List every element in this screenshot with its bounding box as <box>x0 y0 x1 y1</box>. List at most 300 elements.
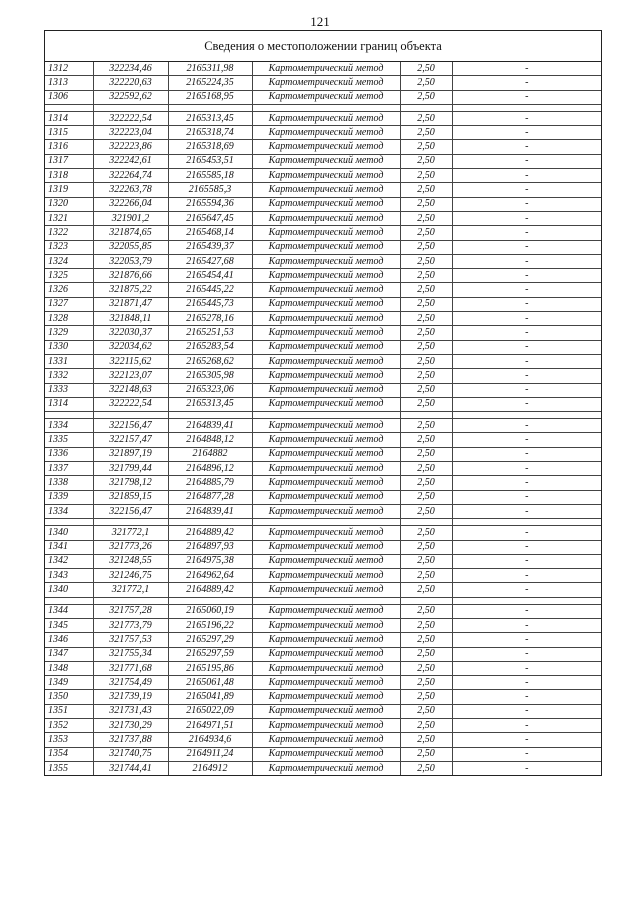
method-cell: Картометрический метод <box>252 211 400 225</box>
accuracy-cell: 2,50 <box>400 690 452 704</box>
note-cell: - <box>452 62 601 76</box>
method-cell: Картометрический метод <box>252 326 400 340</box>
x-coordinate-cell: 321874,65 <box>93 226 168 240</box>
y-coordinate-cell: 2164889,42 <box>168 583 252 597</box>
accuracy-cell: 2,50 <box>400 326 452 340</box>
method-cell: Картометрический метод <box>252 618 400 632</box>
method-cell: Картометрический метод <box>252 583 400 597</box>
accuracy-cell: 2,50 <box>400 419 452 433</box>
accuracy-cell: 2,50 <box>400 154 452 168</box>
x-coordinate-cell: 322222,54 <box>93 111 168 125</box>
accuracy-cell: 2,50 <box>400 90 452 104</box>
y-coordinate-cell: 2164848,12 <box>168 433 252 447</box>
table-row <box>45 661 601 675</box>
table-row <box>45 383 601 397</box>
accuracy-cell: 2,50 <box>400 211 452 225</box>
point-number-cell: 1343 <box>45 569 93 583</box>
y-coordinate-cell: 2165278,16 <box>168 312 252 326</box>
accuracy-cell: 2,50 <box>400 540 452 554</box>
point-number-cell: 1314 <box>45 397 93 411</box>
y-coordinate-cell: 2164971,51 <box>168 719 252 733</box>
y-coordinate-cell: 2165594,36 <box>168 197 252 211</box>
point-number-cell: 1324 <box>45 254 93 268</box>
table-row <box>45 326 601 340</box>
method-cell: Картометрический метод <box>252 76 400 90</box>
point-number-cell: 1344 <box>45 604 93 618</box>
y-coordinate-cell: 2165318,69 <box>168 140 252 154</box>
separator-cell <box>400 597 452 604</box>
y-coordinate-cell: 2164897,93 <box>168 540 252 554</box>
accuracy-cell: 2,50 <box>400 633 452 647</box>
note-cell: - <box>452 140 601 154</box>
point-number-cell: 1319 <box>45 183 93 197</box>
note-cell: - <box>452 397 601 411</box>
note-cell: - <box>452 462 601 476</box>
note-cell: - <box>452 240 601 254</box>
x-coordinate-cell: 322234,46 <box>93 62 168 76</box>
table-row <box>45 647 601 661</box>
accuracy-cell: 2,50 <box>400 661 452 675</box>
y-coordinate-cell: 2164839,41 <box>168 504 252 518</box>
point-number-cell: 1339 <box>45 490 93 504</box>
point-number-cell: 1328 <box>45 312 93 326</box>
point-number-cell: 1317 <box>45 154 93 168</box>
x-coordinate-cell: 321755,34 <box>93 647 168 661</box>
x-coordinate-cell: 322123,07 <box>93 369 168 383</box>
table-row <box>45 704 601 718</box>
point-number-cell: 1314 <box>45 111 93 125</box>
accuracy-cell: 2,50 <box>400 526 452 540</box>
separator-cell <box>452 412 601 419</box>
method-cell: Картометрический метод <box>252 340 400 354</box>
accuracy-cell: 2,50 <box>400 312 452 326</box>
y-coordinate-cell: 2165318,74 <box>168 126 252 140</box>
separator-cell <box>252 104 400 111</box>
method-cell: Картометрический метод <box>252 462 400 476</box>
method-cell: Картометрический метод <box>252 554 400 568</box>
method-cell: Картометрический метод <box>252 283 400 297</box>
note-cell: - <box>452 154 601 168</box>
y-coordinate-cell: 2165041,89 <box>168 690 252 704</box>
point-number-cell: 1352 <box>45 719 93 733</box>
y-coordinate-cell: 2165468,14 <box>168 226 252 240</box>
accuracy-cell: 2,50 <box>400 733 452 747</box>
y-coordinate-cell: 2165311,98 <box>168 62 252 76</box>
x-coordinate-cell: 321739,19 <box>93 690 168 704</box>
note-cell: - <box>452 747 601 761</box>
accuracy-cell: 2,50 <box>400 554 452 568</box>
x-coordinate-cell: 322266,04 <box>93 197 168 211</box>
point-number-cell: 1353 <box>45 733 93 747</box>
table-row <box>45 747 601 761</box>
coordinates-table <box>45 62 601 775</box>
table-row <box>45 62 601 76</box>
note-cell: - <box>452 690 601 704</box>
note-cell: - <box>452 126 601 140</box>
y-coordinate-cell: 2165427,68 <box>168 254 252 268</box>
table-row <box>45 226 601 240</box>
table-row <box>45 633 601 647</box>
table-row <box>45 140 601 154</box>
table-row <box>45 354 601 368</box>
note-cell: - <box>452 447 601 461</box>
y-coordinate-cell: 2164975,38 <box>168 554 252 568</box>
point-number-cell: 1322 <box>45 226 93 240</box>
note-cell: - <box>452 340 601 354</box>
x-coordinate-cell: 322030,37 <box>93 326 168 340</box>
table-row <box>45 154 601 168</box>
table-row <box>45 419 601 433</box>
point-number-cell: 1351 <box>45 704 93 718</box>
y-coordinate-cell: 2165168,95 <box>168 90 252 104</box>
accuracy-cell: 2,50 <box>400 569 452 583</box>
accuracy-cell: 2,50 <box>400 254 452 268</box>
method-cell: Картометрический метод <box>252 354 400 368</box>
table-row <box>45 447 601 461</box>
separator-cell <box>168 597 252 604</box>
accuracy-cell: 2,50 <box>400 747 452 761</box>
table-row <box>45 76 601 90</box>
accuracy-cell: 2,50 <box>400 604 452 618</box>
y-coordinate-cell: 2164877,28 <box>168 490 252 504</box>
method-cell: Картометрический метод <box>252 183 400 197</box>
note-cell: - <box>452 733 601 747</box>
note-cell: - <box>452 226 601 240</box>
method-cell: Картометрический метод <box>252 126 400 140</box>
point-number-cell: 1341 <box>45 540 93 554</box>
x-coordinate-cell: 321799,44 <box>93 462 168 476</box>
method-cell: Картометрический метод <box>252 633 400 647</box>
separator-cell <box>45 412 93 419</box>
accuracy-cell: 2,50 <box>400 297 452 311</box>
y-coordinate-cell: 2164896,12 <box>168 462 252 476</box>
point-number-cell: 1318 <box>45 169 93 183</box>
x-coordinate-cell: 321772,1 <box>93 583 168 597</box>
note-cell: - <box>452 269 601 283</box>
method-cell: Картометрический метод <box>252 433 400 447</box>
x-coordinate-cell: 322156,47 <box>93 504 168 518</box>
accuracy-cell: 2,50 <box>400 76 452 90</box>
y-coordinate-cell: 2165268,62 <box>168 354 252 368</box>
table-row <box>45 269 601 283</box>
point-number-cell: 1346 <box>45 633 93 647</box>
y-coordinate-cell: 2164885,79 <box>168 476 252 490</box>
method-cell: Картометрический метод <box>252 719 400 733</box>
point-number-cell: 1342 <box>45 554 93 568</box>
accuracy-cell: 2,50 <box>400 269 452 283</box>
point-number-cell: 1321 <box>45 211 93 225</box>
note-cell: - <box>452 433 601 447</box>
note-cell: - <box>452 90 601 104</box>
method-cell: Картометрический метод <box>252 604 400 618</box>
separator-cell <box>45 519 93 526</box>
point-number-cell: 1331 <box>45 354 93 368</box>
separator-cell <box>93 597 168 604</box>
accuracy-cell: 2,50 <box>400 618 452 632</box>
note-cell: - <box>452 647 601 661</box>
method-cell: Картометрический метод <box>252 197 400 211</box>
separator-cell <box>400 519 452 526</box>
method-cell: Картометрический метод <box>252 661 400 675</box>
method-cell: Картометрический метод <box>252 254 400 268</box>
table-row <box>45 340 601 354</box>
accuracy-cell: 2,50 <box>400 183 452 197</box>
separator-cell <box>400 104 452 111</box>
x-coordinate-cell: 322156,47 <box>93 419 168 433</box>
method-cell: Картометрический метод <box>252 62 400 76</box>
table-row <box>45 240 601 254</box>
y-coordinate-cell: 2164962,64 <box>168 569 252 583</box>
y-coordinate-cell: 2165251,53 <box>168 326 252 340</box>
separator-cell <box>93 104 168 111</box>
x-coordinate-cell: 322115,62 <box>93 354 168 368</box>
table-row <box>45 604 601 618</box>
point-number-cell: 1334 <box>45 504 93 518</box>
point-number-cell: 1337 <box>45 462 93 476</box>
x-coordinate-cell: 321737,88 <box>93 733 168 747</box>
y-coordinate-cell: 2165454,41 <box>168 269 252 283</box>
y-coordinate-cell: 2164839,41 <box>168 419 252 433</box>
method-cell: Картометрический метод <box>252 419 400 433</box>
accuracy-cell: 2,50 <box>400 111 452 125</box>
accuracy-cell: 2,50 <box>400 369 452 383</box>
point-number-cell: 1327 <box>45 297 93 311</box>
point-number-cell: 1320 <box>45 197 93 211</box>
accuracy-cell: 2,50 <box>400 383 452 397</box>
x-coordinate-cell: 322053,79 <box>93 254 168 268</box>
method-cell: Картометрический метод <box>252 111 400 125</box>
x-coordinate-cell: 321740,75 <box>93 747 168 761</box>
x-coordinate-cell: 321246,75 <box>93 569 168 583</box>
method-cell: Картометрический метод <box>252 569 400 583</box>
x-coordinate-cell: 322263,78 <box>93 183 168 197</box>
accuracy-cell: 2,50 <box>400 433 452 447</box>
x-coordinate-cell: 322223,86 <box>93 140 168 154</box>
note-cell: - <box>452 490 601 504</box>
table-row <box>45 283 601 297</box>
separator-cell <box>93 412 168 419</box>
accuracy-cell: 2,50 <box>400 504 452 518</box>
accuracy-cell: 2,50 <box>400 397 452 411</box>
method-cell: Картометрический метод <box>252 269 400 283</box>
accuracy-cell: 2,50 <box>400 62 452 76</box>
x-coordinate-cell: 322157,47 <box>93 433 168 447</box>
note-cell: - <box>452 326 601 340</box>
y-coordinate-cell: 2165022,09 <box>168 704 252 718</box>
accuracy-cell: 2,50 <box>400 283 452 297</box>
table-row <box>45 690 601 704</box>
note-cell: - <box>452 419 601 433</box>
method-cell: Картометрический метод <box>252 647 400 661</box>
x-coordinate-cell: 321248,55 <box>93 554 168 568</box>
x-coordinate-cell: 321871,47 <box>93 297 168 311</box>
accuracy-cell: 2,50 <box>400 583 452 597</box>
table-title: Сведения о местоположении границ объекта <box>45 31 601 62</box>
point-number-cell: 1340 <box>45 526 93 540</box>
group-separator <box>45 519 601 526</box>
y-coordinate-cell: 2165224,35 <box>168 76 252 90</box>
y-coordinate-cell: 2165453,51 <box>168 154 252 168</box>
method-cell: Картометрический метод <box>252 526 400 540</box>
point-number-cell: 1325 <box>45 269 93 283</box>
group-separator <box>45 104 601 111</box>
note-cell: - <box>452 661 601 675</box>
y-coordinate-cell: 2165445,73 <box>168 297 252 311</box>
accuracy-cell: 2,50 <box>400 226 452 240</box>
point-number-cell: 1312 <box>45 62 93 76</box>
point-number-cell: 1338 <box>45 476 93 490</box>
method-cell: Картометрический метод <box>252 476 400 490</box>
note-cell: - <box>452 254 601 268</box>
y-coordinate-cell: 2165313,45 <box>168 397 252 411</box>
method-cell: Картометрический метод <box>252 733 400 747</box>
table-row <box>45 733 601 747</box>
accuracy-cell: 2,50 <box>400 197 452 211</box>
separator-cell <box>452 597 601 604</box>
note-cell: - <box>452 676 601 690</box>
separator-cell <box>252 412 400 419</box>
table-row <box>45 462 601 476</box>
point-number-cell: 1332 <box>45 369 93 383</box>
note-cell: - <box>452 476 601 490</box>
table-row <box>45 183 601 197</box>
table-row <box>45 312 601 326</box>
point-number-cell: 1323 <box>45 240 93 254</box>
x-coordinate-cell: 321731,43 <box>93 704 168 718</box>
y-coordinate-cell: 2165313,45 <box>168 111 252 125</box>
method-cell: Картометрический метод <box>252 490 400 504</box>
method-cell: Картометрический метод <box>252 540 400 554</box>
separator-cell <box>452 104 601 111</box>
point-number-cell: 1334 <box>45 419 93 433</box>
note-cell: - <box>452 604 601 618</box>
table-row <box>45 369 601 383</box>
x-coordinate-cell: 321876,66 <box>93 269 168 283</box>
method-cell: Картометрический метод <box>252 747 400 761</box>
point-number-cell: 1348 <box>45 661 93 675</box>
x-coordinate-cell: 321773,79 <box>93 618 168 632</box>
table-row <box>45 676 601 690</box>
table-row <box>45 297 601 311</box>
table-row <box>45 211 601 225</box>
x-coordinate-cell: 321771,68 <box>93 661 168 675</box>
accuracy-cell: 2,50 <box>400 340 452 354</box>
method-cell: Картометрический метод <box>252 676 400 690</box>
x-coordinate-cell: 322055,85 <box>93 240 168 254</box>
note-cell: - <box>452 554 601 568</box>
y-coordinate-cell: 2165196,22 <box>168 618 252 632</box>
note-cell: - <box>452 283 601 297</box>
method-cell: Картометрический метод <box>252 704 400 718</box>
point-number-cell: 1335 <box>45 433 93 447</box>
y-coordinate-cell: 2164911,24 <box>168 747 252 761</box>
x-coordinate-cell: 321773,26 <box>93 540 168 554</box>
accuracy-cell: 2,50 <box>400 704 452 718</box>
x-coordinate-cell: 322222,54 <box>93 397 168 411</box>
table-row <box>45 583 601 597</box>
method-cell: Картометрический метод <box>252 383 400 397</box>
note-cell: - <box>452 583 601 597</box>
note-cell: - <box>452 312 601 326</box>
accuracy-cell: 2,50 <box>400 676 452 690</box>
separator-cell <box>45 104 93 111</box>
method-cell: Картометрический метод <box>252 140 400 154</box>
table-row <box>45 719 601 733</box>
method-cell: Картометрический метод <box>252 761 400 775</box>
separator-cell <box>168 104 252 111</box>
accuracy-cell: 2,50 <box>400 719 452 733</box>
point-number-cell: 1316 <box>45 140 93 154</box>
point-number-cell: 1355 <box>45 761 93 775</box>
group-separator <box>45 412 601 419</box>
point-number-cell: 1340 <box>45 583 93 597</box>
y-coordinate-cell: 2165060,19 <box>168 604 252 618</box>
note-cell: - <box>452 719 601 733</box>
group-separator <box>45 597 601 604</box>
table-row <box>45 540 601 554</box>
note-cell: - <box>452 540 601 554</box>
separator-cell <box>168 412 252 419</box>
x-coordinate-cell: 322148,63 <box>93 383 168 397</box>
note-cell: - <box>452 369 601 383</box>
accuracy-cell: 2,50 <box>400 447 452 461</box>
accuracy-cell: 2,50 <box>400 476 452 490</box>
method-cell: Картометрический метод <box>252 397 400 411</box>
y-coordinate-cell: 2165297,29 <box>168 633 252 647</box>
x-coordinate-cell: 321754,49 <box>93 676 168 690</box>
method-cell: Картометрический метод <box>252 226 400 240</box>
note-cell: - <box>452 504 601 518</box>
note-cell: - <box>452 111 601 125</box>
x-coordinate-cell: 321798,12 <box>93 476 168 490</box>
method-cell: Картометрический метод <box>252 690 400 704</box>
note-cell: - <box>452 526 601 540</box>
x-coordinate-cell: 322220,63 <box>93 76 168 90</box>
accuracy-cell: 2,50 <box>400 354 452 368</box>
point-number-cell: 1306 <box>45 90 93 104</box>
table-row <box>45 197 601 211</box>
note-cell: - <box>452 633 601 647</box>
x-coordinate-cell: 321875,22 <box>93 283 168 297</box>
accuracy-cell: 2,50 <box>400 647 452 661</box>
y-coordinate-cell: 2165297,59 <box>168 647 252 661</box>
table-row <box>45 169 601 183</box>
separator-cell <box>93 519 168 526</box>
method-cell: Картометрический метод <box>252 447 400 461</box>
y-coordinate-cell: 2164912 <box>168 761 252 775</box>
table-row <box>45 476 601 490</box>
x-coordinate-cell: 322592,62 <box>93 90 168 104</box>
method-cell: Картометрический метод <box>252 154 400 168</box>
accuracy-cell: 2,50 <box>400 462 452 476</box>
point-number-cell: 1347 <box>45 647 93 661</box>
page-number: 121 <box>310 14 330 29</box>
method-cell: Картометрический метод <box>252 90 400 104</box>
note-cell: - <box>452 76 601 90</box>
separator-cell <box>400 412 452 419</box>
separator-cell <box>452 519 601 526</box>
note-cell: - <box>452 183 601 197</box>
x-coordinate-cell: 321730,29 <box>93 719 168 733</box>
note-cell: - <box>452 169 601 183</box>
y-coordinate-cell: 2165445,22 <box>168 283 252 297</box>
table-row <box>45 618 601 632</box>
table-row <box>45 761 601 775</box>
table-row <box>45 433 601 447</box>
y-coordinate-cell: 2164934,6 <box>168 733 252 747</box>
y-coordinate-cell: 2165305,98 <box>168 369 252 383</box>
point-number-cell: 1350 <box>45 690 93 704</box>
